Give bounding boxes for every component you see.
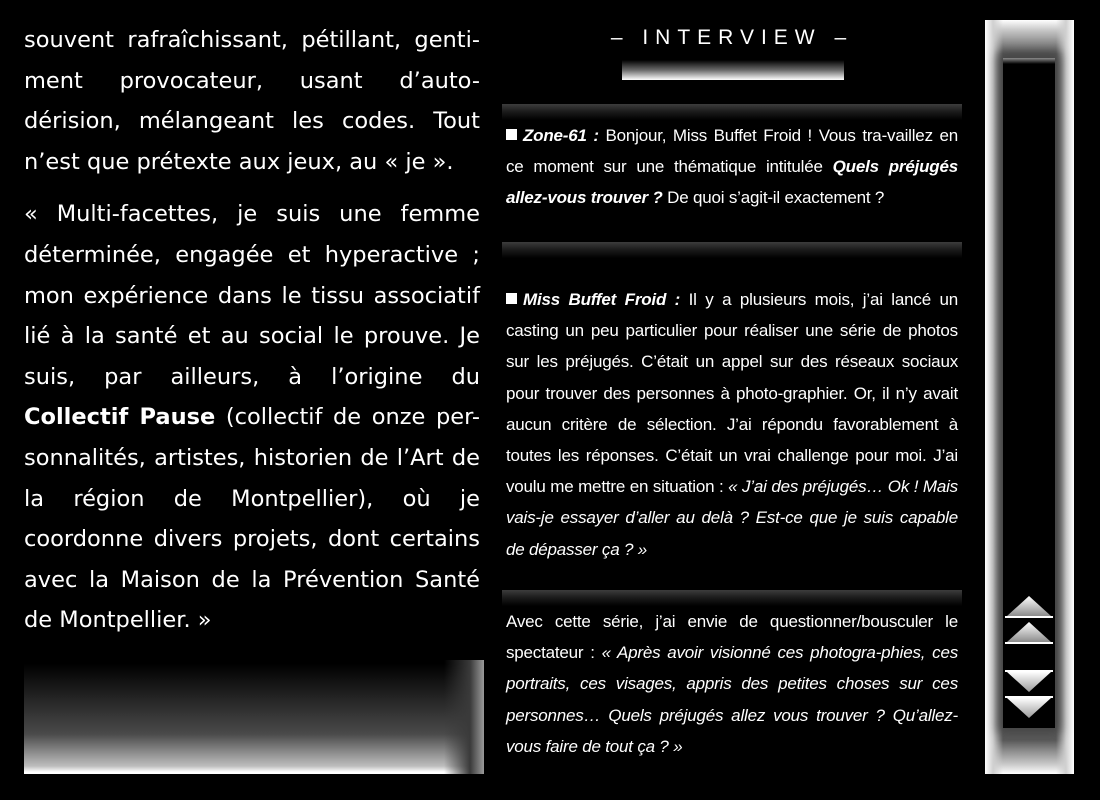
scroll-down-button[interactable] [1005, 670, 1053, 694]
scroll-down-icon [1005, 696, 1053, 720]
scrollbar[interactable] [985, 20, 1074, 774]
answer-text: Il y a plusieurs mois, j’ai lancé un casting un peu particulier pour réaliser une série de photos sur les préjugés. C’était un appel sur des réseaux sociaux pour trouver des personnes à photo-graphier. Or, il n’y avait aucun critère de sélection. J’ai répondu favorablement à toutes les réponses. C’était un vrai challenge pour moi. J’ai voulu me mettre en situation : [506, 290, 958, 497]
answer-block [502, 284, 962, 590]
scroll-down-fast-button[interactable] [1005, 696, 1053, 720]
continuation-text: Avec cette série, j’ai envie de questionner/bousculer le spectateur : [506, 612, 958, 663]
collectif-pause-name: Collectif Pause [24, 404, 216, 431]
paragraph-2 [24, 194, 480, 641]
heading-underline-bar [622, 60, 844, 80]
speaker-zone61: Zone-61 : [523, 126, 599, 145]
paragraph-1-rest: ment provocateur, usant d’auto-dérision, mélangeant les codes. Tout n’est que prétexte aux jeux, au « je ». [24, 67, 480, 175]
column-bottom-glow [24, 654, 484, 774]
bullet-square-icon [506, 293, 517, 304]
speaker-miss-buffet-froid: Miss Buffet Froid : [523, 290, 681, 309]
separator-glow [502, 590, 962, 606]
scroll-up-icon [1005, 620, 1053, 644]
separator-glow [502, 104, 962, 120]
scroll-down-icon [1005, 670, 1053, 694]
article-body [24, 20, 480, 641]
bullet-square-icon [506, 129, 517, 140]
question-text: Bonjour, Miss Buffet Froid ! Vous tra-vaillez en ce moment sur une thématique intitulée [506, 126, 958, 177]
continuation-block [502, 606, 962, 776]
column-right-glow [444, 660, 484, 774]
interview-panel [502, 20, 962, 777]
question-text-end: De quoi s’agit-il exactement ? [667, 188, 885, 208]
interview-heading: – INTERVIEW – [610, 26, 854, 49]
continuation-quote: « Après avoir visionné ces photogra-phies, ces portraits, ces visages, appris des petites choses sur ces personnes… Quels préjugés allez vous trouver ? Qu’allez-vous faire de tout ça ? » [506, 643, 958, 756]
scrollbar-track-edge [1003, 58, 1055, 64]
paragraph-2-end: (collectif de onze per-sonnalités, artistes, historien de l’Art de la région de Montpellier), où je coordonne divers projets, dont certains avec la Maison de la Prévention Santé de Montpellier. » [24, 404, 481, 634]
paragraph-1 [24, 20, 480, 182]
scroll-up-button[interactable] [1005, 620, 1053, 644]
scroll-up-fast-button[interactable] [1005, 594, 1053, 618]
paragraph-1-line-1: souvent rafraîchissant, pétillant, genti- [24, 27, 480, 53]
scroll-up-icon [1005, 594, 1053, 618]
answer-quote: « J’ai des préjugés… Ok ! Mais vais-je essayer d’aller au delà ? Est-ce que je suis capable de dépasser ça ? » [506, 477, 958, 559]
left-text-column [18, 20, 484, 778]
paragraph-2-start: « Multi-facettes, je suis une femme déterminée, engagée et hyperactive ; mon expérience dans le tissu associatif lié à la santé et au social le prouve. Je suis, par ailleurs, à l’origine du [24, 201, 480, 390]
separator-glow [502, 242, 962, 258]
question-block [502, 120, 962, 242]
project-title: Quels préjugés allez-vous trouver ? [506, 157, 958, 208]
